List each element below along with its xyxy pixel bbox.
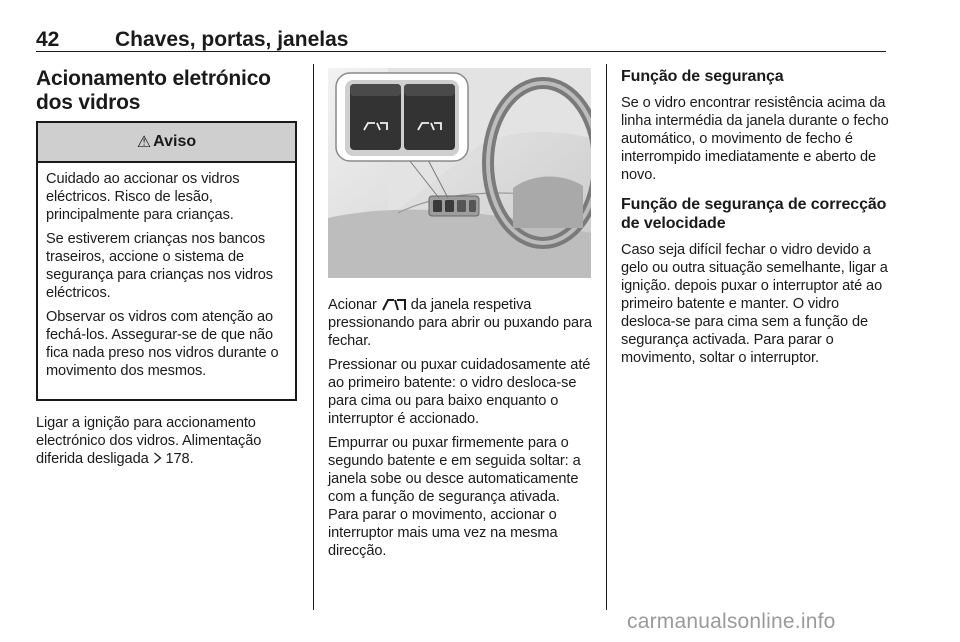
warning-box (36, 121, 297, 401)
safety-function-paragraph: Se o vidro encontrar resistência acima da linha intermédia da janela durante o fecho automático, o movimento de fecho é interrompido imediatamente e aberto de novo. (621, 95, 889, 183)
ignition-paragraph: Ligar a ignição para accionamento electrónico dos vidros. Alimentação diferida desligada 178. (36, 415, 262, 467)
page-reference-arrow-icon[interactable] (153, 451, 162, 467)
warning-body (38, 163, 295, 380)
column-1-text (36, 414, 301, 474)
warning-paragraph: Cuidado ao accionar os vidros eléctricos. Risco de lesão, principalmente para crianças. (46, 171, 240, 223)
page-number: 42 (36, 28, 60, 51)
section-title: Acionamento eletrónico dos vidros (36, 67, 271, 114)
first-stop-paragraph: Pressionar ou puxar cuidadosamente até ao primeiro batente: o vidro desloca-se para cima ou para baixo enquanto o interruptor é accionado. (328, 357, 591, 427)
warning-paragraph: Se estiverem crianças nos bancos traseiros, accione o sistema de segurança para crianças nos vidros eléctricos. (46, 231, 273, 301)
warning-paragraph: Observar os vidros com atenção ao fechá-los. Assegurar-se de que não fica nada preso nos vidros durante o movimento dos mesmos. (46, 309, 279, 379)
column-3-text (621, 67, 889, 373)
speed-correction-paragraph: Caso seja difícil fechar o vidro devido a gelo ou outra situação semelhante, ligar a ignição. depois puxar o interruptor até ao primeiro batente e manter. O vidro desloca-se para cima sem a função de segurança activada. Para parar o movimento, soltar o interruptor. (621, 242, 888, 366)
page-reference[interactable]: 178. (161, 451, 194, 467)
safety-function-heading: Função de segurança (621, 68, 784, 85)
speed-correction-heading: Função de segurança de correcção de velocidade (621, 196, 887, 232)
warning-triangle-icon: ⚠ (136, 134, 152, 151)
chapter-title: Chaves, portas, janelas (115, 28, 349, 51)
watermark: carmanualsonline.info (627, 610, 836, 633)
column-2-text (328, 296, 594, 566)
header-rule (36, 51, 886, 52)
door-switch-illustration (328, 68, 591, 278)
window-switch-icon (381, 297, 407, 311)
warning-label: Aviso (153, 133, 197, 150)
operate-paragraph: Acionar da janela respetiva pressionando para abrir ou puxando para fechar. (328, 297, 592, 349)
column-divider-right (606, 64, 607, 610)
second-stop-paragraph: Empurrar ou puxar firmemente para o segundo batente e em seguida soltar: a janela sobe ou desce automaticamente com a função de segurança ativada. Para parar o movimento, accionar o interruptor mais uma vez na mesma direcção. (328, 435, 581, 559)
page-header (36, 28, 886, 50)
warning-header (38, 123, 295, 163)
column-divider-left (313, 64, 314, 610)
